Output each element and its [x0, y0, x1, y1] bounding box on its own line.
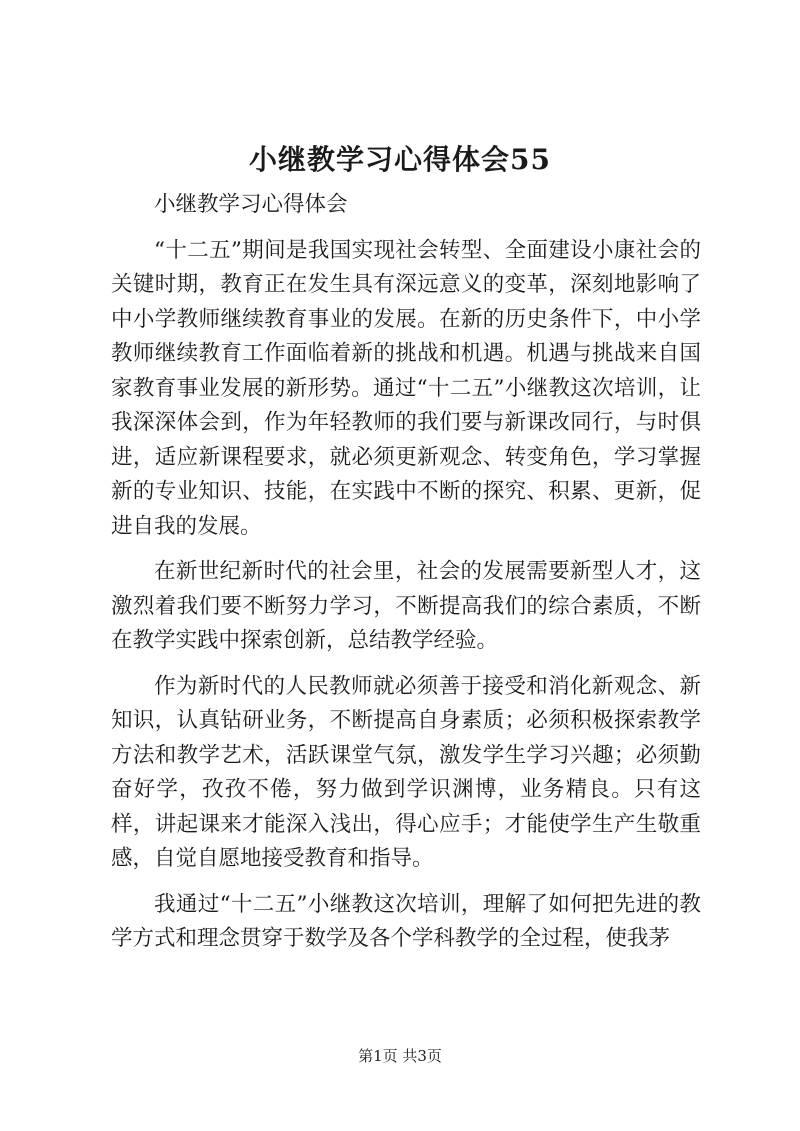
paragraph-2: 在新世纪新时代的社会里，社会的发展需要新型人才，这激烈着我们要不断努力学习，不断提高我们的综合素质，不断在教学实践中探索创新，总结教学经验。: [111, 559, 701, 653]
paragraph-3: 作为新时代的人民教师就必须善于接受和消化新观念、新知识，认真钻研业务，不断提高自身素质；必须积极探索教学方法和教学艺术，活跃课堂气氛，激发学生学习兴趣；必须勤奋好学，孜孜不倦，努力做到学识渊博，业务精良。只有这样，讲起课来才能深入浅出，得心应手；才能使学生产生敬重感，自觉自愿地接受教育和指导。: [111, 673, 701, 871]
paragraph-4: 我通过“十二五”小继教这次培训，理解了如何把先进的教学方式和理念贯穿于数学及各个学科教学的全过程，使我茅: [111, 891, 701, 951]
document-title: 小继教学习心得体会55: [249, 143, 551, 176]
paragraph-1: “十二五”期间是我国实现社会转型、全面建设小康社会的关键时期，教育正在发生具有深远意义的变革，深刻地影响了中小学教师继续教育事业的发展。在新的历史条件下，中小学教师继续教育工作面临着新的挑战和机遇。机遇与挑战来自国家教育事业发展的新形势。通过“十二五”小继教这次培训，让我深深体会到，作为年轻教师的我们要与新课改同行，与时俱进，适应新课程要求，就必须更新观念、转变角色，学习掌握新的专业知识、技能，在实践中不断的探究、积累、更新，促进自我的发展。: [111, 237, 701, 539]
document-body: [111, 188, 701, 968]
document-subtitle: 小继教学习心得体会: [154, 192, 348, 217]
page-number-footer: 第1页 共3页: [358, 1047, 442, 1065]
